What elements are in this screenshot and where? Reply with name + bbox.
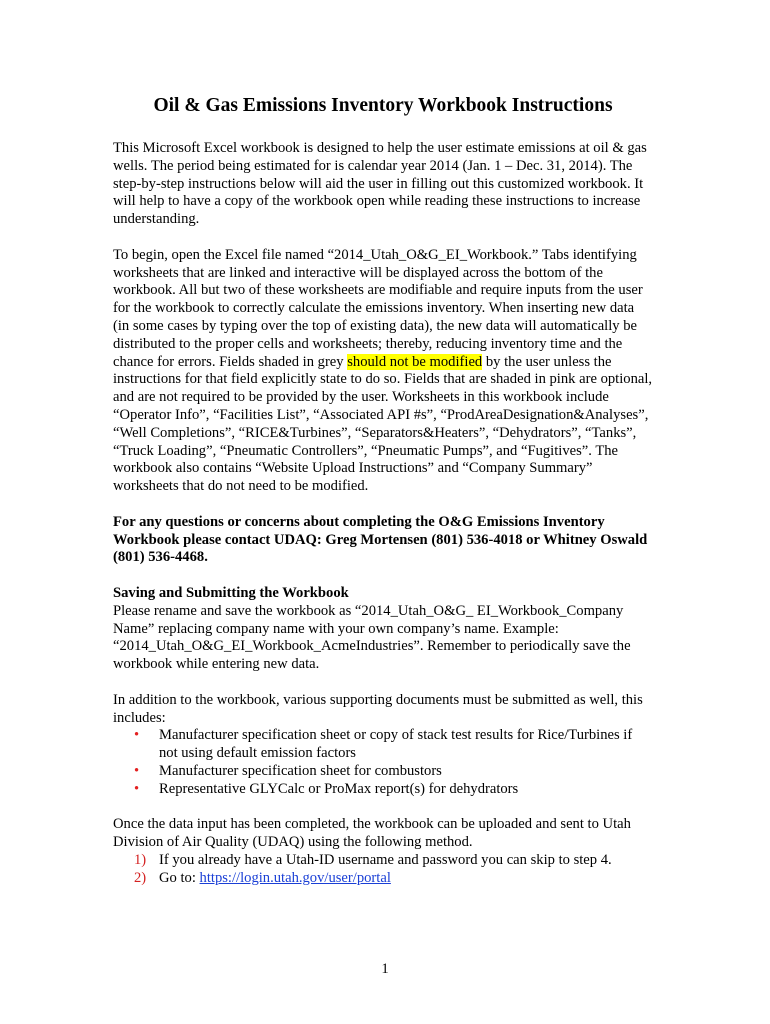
step-item[interactable] [113,852,653,870]
portal-link[interactable]: https://login.utah.gov/user/portal [199,869,391,886]
step-number: 2) [134,869,147,886]
list-item[interactable] [113,781,653,799]
list-item[interactable] [113,727,653,763]
step-item[interactable] [113,870,653,888]
step-text: Go to: [159,869,200,886]
step-number: 1) [134,851,147,868]
supporting-documents-list [113,727,653,798]
upload-steps-list [113,852,653,888]
document-body [113,95,653,887]
bullet-icon: • [134,727,140,744]
supporting-text[interactable]: In addition to the workbook, various supporting documents must be submitted as well, this includes: [113,691,643,726]
intro-paragraph[interactable]: This Microsoft Excel workbook is designed to help the user estimate emissions at oil & gas wells. The period being estimated for is calendar year 2014 (Jan. 1 – Dec. 31, 2014). The step-by-step instructions below will aid the user in filling out this customized workbook. It will help to have a copy of the workbook open while reading these instructions to increase understanding. [113,140,647,228]
saving-text: Please rename and save the workbook as “2014_Utah_O&G_ EI_Workbook_Company Name” replacing company name with your own company’s name. Example: “2014_Utah_O&G_EI_Workbook_AcmeIndustries”. Remember to periodically save the workbook while entering new data. [113,602,631,673]
upload-text[interactable]: Once the data input has been completed, the workbook can be uploaded and sent to Utah Division of Air Quality (UDAQ) using the following method. [113,816,631,851]
list-item[interactable] [113,763,653,781]
highlighted-warning: should not be modified [347,353,483,370]
saving-section[interactable] [113,585,653,674]
begin-paragraph[interactable] [113,247,653,496]
page-number: 1 [381,961,389,977]
bullet-text: Manufacturer specification sheet or copy of stack test results for Rice/Turbines if not using default emission factors [159,727,633,762]
bullet-text: Manufacturer specification sheet for combustors [159,762,442,779]
contact-paragraph[interactable]: For any questions or concerns about completing the O&G Emissions Inventory Workbook please contact UDAQ: Greg Mortensen (801) 536-4018 or Whitney Oswald (801) 536-4468. [113,513,648,566]
step-text: If you already have a Utah-ID username and password you can skip to step 4. [159,851,612,868]
bullet-text: Representative GLYCalc or ProMax report(s) for dehydrators [159,780,519,797]
begin-text-after: by the user unless the instructions for that field explicitly state to do so. Fields that are shaded in pink are optional, and are not required to be provided by the user. Worksheets in this workbook include “Operator Info”, “Facilities List”, “Associated API #s”, “ProdAreaDesignation&Analyses”, “Well Completions”, “RICE&Turbines”, “Separators&Heaters”, “Dehydrators”, “Tanks”, “Truck Loading”, “Pneumatic Controllers”, “Pneumatic Pumps”, and “Fugitives”. The workbook also contains “Website Upload Instructions” and “Company Summary” worksheets that do not need to be modified. [113,353,653,495]
saving-heading: Saving and Submitting the Workbook [113,584,349,601]
bullet-icon: • [134,762,140,779]
bullet-icon: • [134,780,140,797]
page-title: Oil & Gas Emissions Inventory Workbook Instructions [153,95,613,116]
begin-text-before: To begin, open the Excel file named “2014_Utah_O&G_EI_Workbook.” Tabs identifying worksheets that are linked and interactive will be displayed across the bottom of the workbook. All but two of these worksheets are modifiable and require inputs from the user for the workbook to correctly calculate the emissions inventory. When inserting new data (in some cases by typing over the top of existing data), the new data will automatically be distributed to the proper cells and worksheets; thereby, reducing inventory time and the chance for errors. Fields shaded in grey [113,246,643,370]
